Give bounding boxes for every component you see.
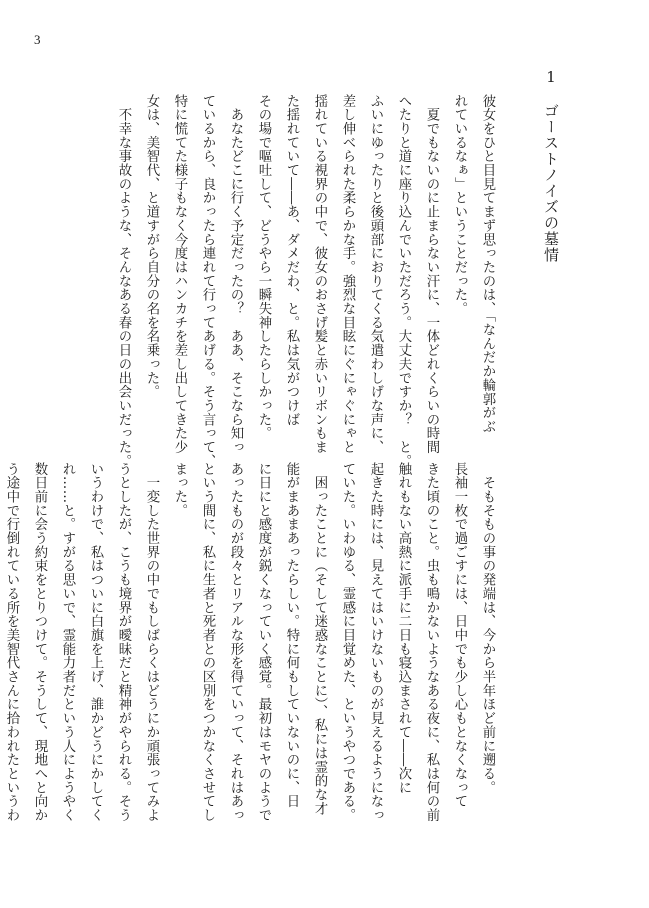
text-line: 特に慌てた様子もなく今度はハンカチを差し出してきた少 [172, 94, 187, 455]
text-line: あったものが段々とリアルな形を得ていって、それはあっ [228, 462, 243, 823]
text-line: 女は、美智代、と道すがら自分の名を名乗った。 [144, 94, 159, 399]
chapter-title: 1 ゴーストノイズの墓情 [542, 68, 560, 263]
text-line: 一変した世界の中でもしばらくはどうにか頑張ってみよ [144, 462, 159, 823]
text-line: あなたどこに行く予定だったの？ ああ、そこなら知っ [228, 94, 243, 455]
text-line: 起きた時には、見えてはいけないものが見えるようになっ [368, 462, 383, 823]
text-line: うとしたが、こうも境界が曖昧だと精神がやられる。そう [116, 462, 131, 823]
text-line: 揺れている視界の中で、彼女のおさげ髪と赤いリボンもま [312, 94, 327, 455]
text-line: う途中で行倒れている所を美智代さんに拾われたというわ [4, 462, 19, 823]
text-line: 不幸な事故のような、そんなある春の日の出会いだった。 [116, 94, 131, 468]
text-line: に日にと感度が鋭くなっていく感覚。最初はモヤのようで [256, 462, 271, 823]
text-line: その場で嘔吐して、どうやら一瞬失神したらしかった。 [256, 94, 271, 441]
text-line: という間に、私に生者と死者との区別をつかなくさせてし [200, 462, 215, 823]
text-line: れているなぁ」ということだった。 [452, 94, 467, 316]
text-line: いうわけで、私はついに白旗を上げ、誰かどうにかしてく [88, 462, 103, 823]
text-line: へたりと道に座り込んでいただろう。大丈夫ですか？ と。 [396, 94, 411, 468]
text-line: 彼女をひと目見てまず思ったのは、「なんだか輪郭がぶ [480, 94, 495, 434]
upper-text-block [109, 94, 501, 468]
page-number: 3 [34, 32, 41, 47]
text-line: 数日前に会う約束をとりつけて。そうして、現地へと向か [32, 462, 47, 823]
text-line: まった。 [172, 462, 187, 518]
lower-text-block [0, 462, 501, 838]
text-line: そもそもの事の発端は、今から半年ほど前に遡る。 [480, 462, 495, 795]
text-line: 差し伸べられた柔らかな手。強烈な目眩にぐにゃぐにゃと [340, 94, 355, 455]
text-line: 夏でもないのに止まらない汗に、一体どれくらいの時間 [424, 94, 439, 455]
text-line: 困ったことに（そして迷惑なことに）、私には霊的な才 [312, 462, 327, 816]
text-line: れ……と。すがる思いで、霊能力者だという人にようやく [60, 462, 75, 823]
text-line: ているから、良かったら連れて行ってあげる。そう言って、 [200, 94, 215, 468]
text-line: 長袖一枚で過ごすには、日中でも少し心もとなくなって [452, 462, 467, 809]
text-line: きた頃のこと。虫も鳴かないようなある夜に、私は何の前 [424, 462, 439, 823]
text-line: た揺れていて――あ、ダメだわ、と。私は気がつけば [284, 94, 299, 427]
text-line: ていた。いわゆる、霊感に目覚めた、というやつである。 [340, 462, 355, 823]
text-line: 能がまあまあったらしい。特に何もしていないのに、日 [284, 462, 299, 809]
text-line: ふいにゆったりと後頭部におりてくる気遣わしげな声に、 [368, 94, 383, 455]
text-line: 触れもない高熱に派手に二日も寝込まされて――次に [396, 462, 411, 795]
